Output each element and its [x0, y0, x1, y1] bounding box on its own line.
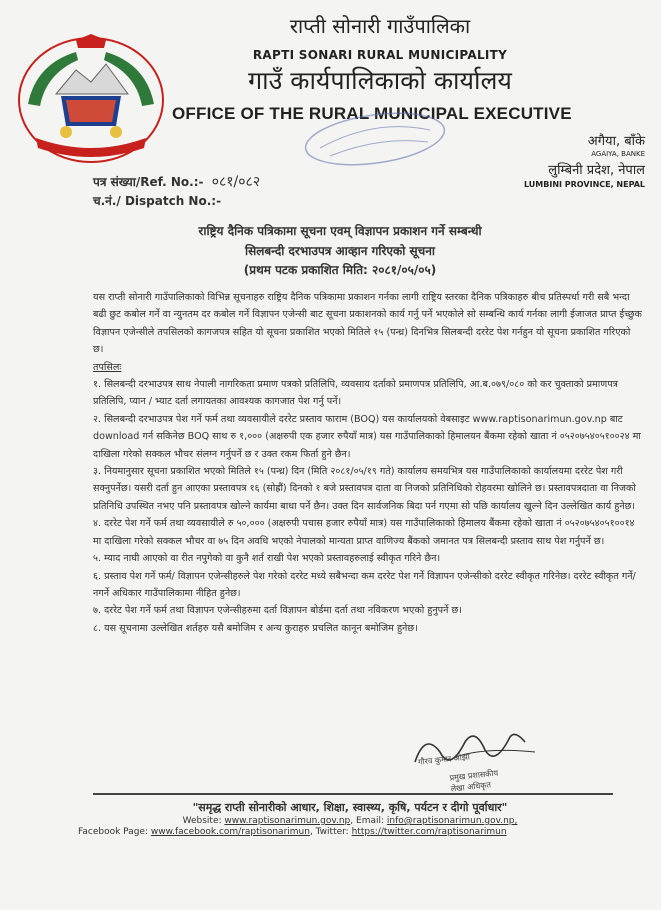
list-item: १. सिलबन्दी दरभाउपत्र साथ नेपाली नागरिकता प्रमाण पत्रको प्रतिलिपि, व्यवसाय दर्ताको प्रमाणपत्र प्रतिलिपि, आ.ब.०७९/०८० को कर चुक्ताको प्रमाणपत्र प्रतिलिपि, प्यान / भ्याट दर्ता लगायतका आवश्यक कागजात पेश गर्नु पर्ने।	[93, 379, 618, 408]
footer-slogan: "समृद्ध राप्ती सोनारीको आधार, शिक्षा, स्वास्थ्य, कृषि, पर्यटन र दीगो पूर्वाधार"	[192, 801, 508, 814]
footer-divider	[93, 793, 613, 795]
ref-label: पत्र संख्या/Ref. No.:-	[93, 175, 204, 189]
list-item: २. सिलबन्दी दरभाउपत्र पेश गर्ने फर्म तथा व्यवसायीले दररेट प्रस्ताव फाराम (BOQ) यस कार्यालयको वेबसाइट www.raptisonarimun.gov.np बाट download गर्न सकिनेछ BOQ साथ रु १,००० (अक्षरुपी एक हजार रुपैयाँ मात्र) यस गाउँपालिकाको हिमालयन बैंकमा रहेको खाता नं ०५२०७५४०५१००२४ मा दाखिला गरेको सक्कल भौचर संलग्न गर्नुपर्ने छ र उक्त रकम फिर्ता हुने छैन।	[93, 413, 641, 460]
ref-value: ०८१/०८२	[211, 174, 261, 190]
email-link[interactable]: info@raptisonarimun.gov.np,	[386, 816, 518, 826]
list-item: ७. दररेट पेश गर्ने फर्म तथा विज्ञापन एजेन्सीहरुमा दर्ता विज्ञापन बोर्डमा दर्ता तथा नविकरण भएको हुनुपर्ने छ।	[93, 605, 462, 617]
notice-publish-date: (प्रथम पटक प्रकाशित मिति: २०८१/०५/०५)	[243, 263, 437, 277]
twitter-link[interactable]: https://twitter.com/raptisonarimun	[351, 827, 507, 837]
municipality-name-nepali: राप्ती सोनारी गाउँपालिका	[289, 14, 471, 38]
footer-contact: Website: www.raptisonarimun.gov.np, Email: info@raptisonarimun.gov.np,	[182, 816, 518, 826]
signatory-designation: प्रमुख प्रशासकीय लेखा अधिकृत	[449, 768, 499, 794]
nepal-emblem-icon	[16, 34, 166, 166]
office-stamp-icon	[290, 108, 460, 170]
province-nepali: लुम्बिनी प्रदेश, नेपाल	[548, 163, 645, 178]
list-item: ८. यस सूचनामा उल्लेखित शर्तहरु यसै बमोजिम र अन्य कुराहरु प्रचलित कानून बमोजिम हुनेछ।	[93, 622, 418, 634]
dispatch-number: च.नं./ Dispatch No.:-	[93, 194, 222, 208]
office-name-english: OFFICE OF THE RURAL MUNICIPAL EXECUTIVE	[172, 104, 572, 123]
tapsil-heading: तपसिलः	[93, 361, 122, 373]
address-nepali: अगैया, बाँके	[587, 134, 645, 149]
website-link[interactable]: www.raptisonarimun.gov.np	[224, 816, 351, 826]
office-name-nepali: गाउँ कार्यपालिकाको कार्यालय	[248, 66, 512, 95]
notice-title-line2: सिलबन्दी दरभाउपत्र आव्हान गरिएको सूचना	[244, 244, 436, 258]
address-english: AGAIYA, BANKE	[591, 150, 645, 158]
list-item: ३. नियमानुसार सूचना प्रकाशित भएको मितिले १५ (पन्ध्र) दिन (मिति २०८१/०५/१९ गते) कार्यालय समयभित्र यस गाउँपालिकाको कार्यालयमा दररेट पेश गरी सक्नुपर्नेछ। यसरी दर्ता हुन आएका प्रस्तावपत्र १६ (सोह्रौं) दिनको १ बजे प्रस्तावपत्र दाता वा निजको प्रतिनिधिको रोहवरमा खोलिने छ। प्रस्तावपत्रदाता वा निजको प्रतिनिधि उपस्थित नभए पनि प्रस्तावपत्र खोल्ने कार्यमा बाधा पर्ने छैन। उक्त दिन सार्वजनिक बिदा पर्न गएमा सो पछि कार्यालय खुल्ने दिन उल्लेखित कार्य हुनेछ।	[93, 466, 636, 512]
reference-number	[93, 172, 260, 191]
signatory-name: गौरव कुमार ओझा	[417, 752, 471, 767]
notice-body	[93, 289, 643, 637]
list-item: ६. प्रस्ताव पेश गर्ने फर्म/ विज्ञापन एजेन्सीहरुले पेश गरेको दररेट मध्ये सबैभन्दा कम दररेट पेश गर्ने विज्ञापन एजेन्सीको दररेट स्वीकृत गरिनेछ। दररेट स्वीकृत गर्ने/नगर्ने अधिकार गाउँपालिकामा नीहित हुनेछ।	[93, 570, 636, 599]
municipality-name-english: RAPTI SONARI RURAL MUNICIPALITY	[252, 48, 508, 62]
list-item: ४. दररेट पेश गर्ने फर्म तथा व्यवसायीले रु ५०,००० (अक्षरुपी पचास हजार रुपैयाँ मात्र) यस गाउँपालिकाको हिमालय बैंकमा रहेको खाता नं ०५२०७५४०५१००१४ मा दाखिला गरेको सक्कल भौचर वा ७५ दिन अवधि भएको नेपालको मान्यता प्राप्त वाणिज्य बैंकको जमानत पत्र सिलबन्दी प्रस्ताव साथ पेश गर्नुपर्ने छ।	[93, 518, 635, 547]
footer-social: Facebook Page: www.facebook.com/raptisonarimun, Twitter: https://twitter.com/raptisonarimun	[78, 827, 507, 837]
province-english: LUMBINI PROVINCE, NEPAL	[523, 180, 645, 189]
list-item: ५. म्याद नाघी आएको वा रीत नपुगेको वा कुनै शर्त राखी पेश भएको प्रस्तावहरुलाई स्वीकृत गरिने छैन।	[93, 553, 441, 565]
notice-title-line1: राष्ट्रिय दैनिक पत्रिकामा सूचना एवम् विज्ञापन प्रकाशन गर्ने सम्बन्धी	[198, 224, 482, 238]
intro-paragraph: यस राप्ती सोनारी गाउँपालिकाको विभिन्न सूचनाहरु राष्ट्रिय दैनिक पत्रिकामा प्रकाशन गर्नका लागी राष्ट्रिय स्तरका दैनिक पत्रिकाहरु बीच प्रतिस्पर्धा गरी सबै भन्दा बढी छुट कबोल गर्ने वा न्युनतम दर कबोल गर्ने विज्ञापन एजेन्सी बाट सूचना प्रकाशनको कार्य गर्नु पर्ने भएकोले सो सम्बन्धि कार्य गर्नका लागी ईजाजत प्राप्त ईच्छुक विज्ञापन एजेन्सीले तपसिलको कागजपत्र सहित यो सूचना प्रकाशित भएको मितिले १५ (पन्ध्र) दिनभित्र सिलबन्दी दररेट पेश गर्नहुन यो सूचना प्रकाशित गरिएको छ।	[93, 292, 642, 356]
facebook-link[interactable]: www.facebook.com/raptisonarimun	[150, 827, 310, 837]
